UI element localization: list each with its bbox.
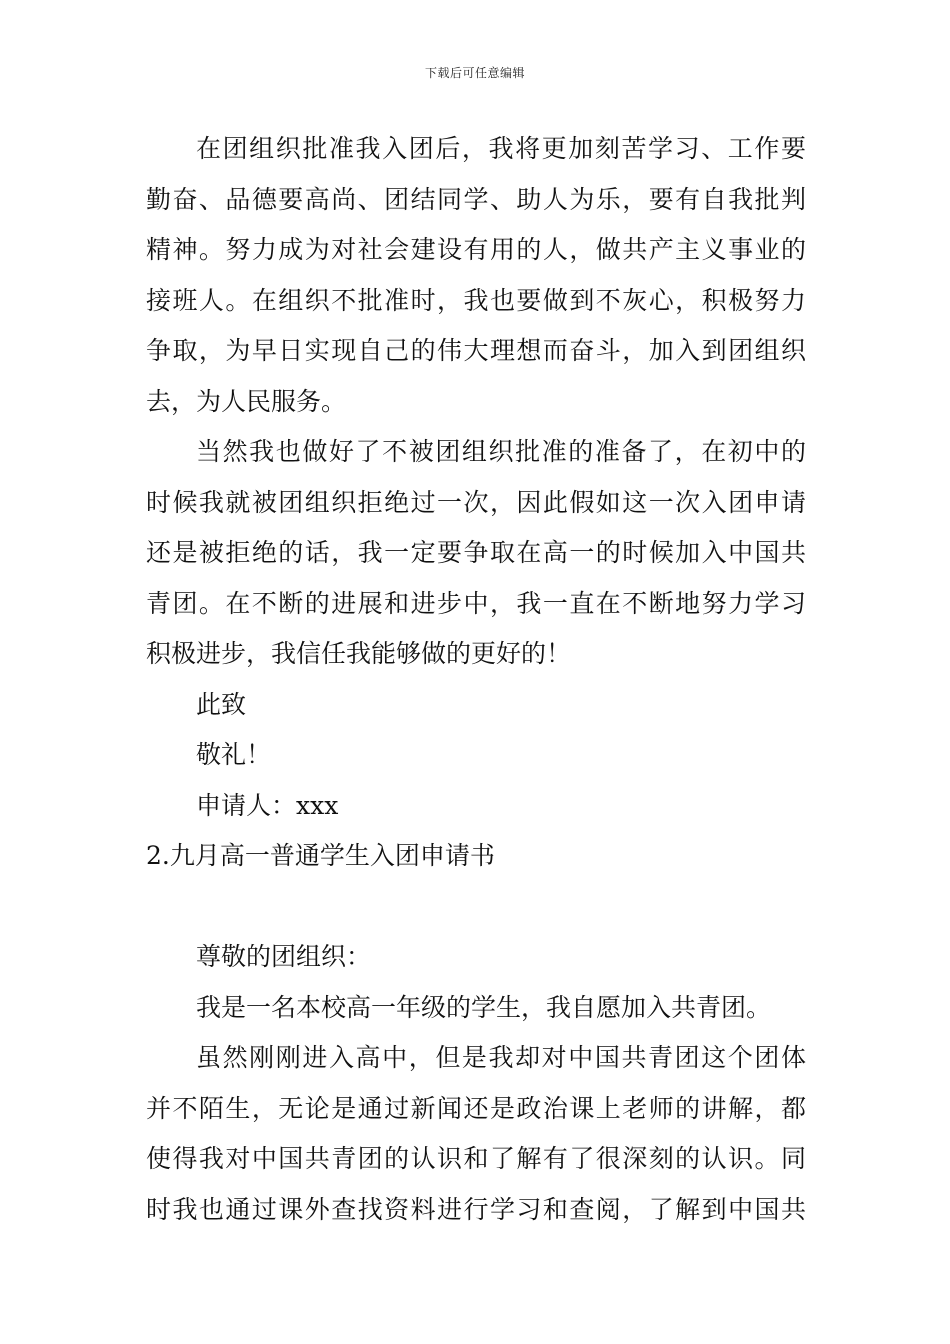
text-line: 去，为人民服务。 <box>146 386 347 416</box>
text-line: 虽然刚刚进入高中，但是我却对中国共青团这个团体 <box>196 1043 806 1072</box>
salutation-jingli: 敬礼！ <box>196 740 272 769</box>
greeting: 尊敬的团组织： <box>196 942 372 971</box>
text-line: 并不陌生，无论是通过新闻还是政治课上老师的讲解，都 <box>146 1093 806 1123</box>
text-line: 青团。在不断的进展和进步中，我一直在不断地努力学习 <box>146 588 806 618</box>
text-line: 时候我就被团组织拒绝过一次，因此假如这一次入团申请 <box>146 487 806 517</box>
blank-line <box>146 882 806 933</box>
text-line: 当然我也做好了不被团组织批准的准备了，在初中的 <box>196 437 806 466</box>
text-line: 精神。努力成为对社会建设有用的人，做共产主义事业的 <box>146 235 806 264</box>
text-line: 接班人。在组织不批准时，我也要做到不灰心，积极努力 <box>146 285 806 315</box>
section-heading: 2.九月高一普通学生入团申请书 <box>146 841 495 870</box>
paragraph-join-commitment <box>146 124 806 427</box>
text-line: 使得我对中国共青团的认识和了解有了很深刻的认识。同 <box>146 1144 806 1173</box>
paragraph-understanding <box>146 1033 806 1235</box>
paragraph-rejection-readiness <box>146 427 806 680</box>
page-header: 下载后可任意编辑 <box>424 66 525 80</box>
text-line: 还是被拒绝的话，我一定要争取在高一的时候加入中国共 <box>146 538 806 567</box>
document-body <box>146 124 806 1235</box>
applicant-signature: 申请人：xxx <box>196 790 339 820</box>
salutation-cizhi: 此致 <box>196 689 247 719</box>
text-line: 积极进步，我信任我能够做的更好的！ <box>146 639 572 668</box>
text-line: 争取，为早日实现自己的伟大理想而奋斗，加入到团组织 <box>146 336 806 365</box>
text-line: 勤奋、品德要高尚、团结同学、助人为乐，要有自我批判 <box>146 184 806 214</box>
intro-sentence: 我是一名本校高一年级的学生，我自愿加入共青团。 <box>196 992 772 1022</box>
text-line: 时我也通过课外查找资料进行学习和查阅，了解到中国共 <box>146 1194 806 1224</box>
text-line: 在团组织批准我入团后，我将更加刻苦学习、工作要 <box>196 134 806 163</box>
